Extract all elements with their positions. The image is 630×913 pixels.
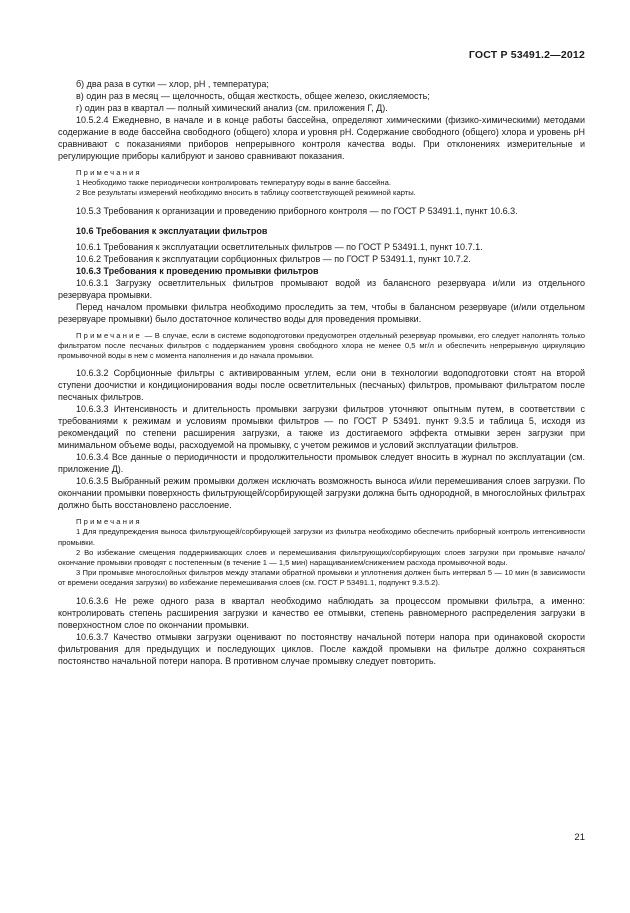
- paragraph-10-6-3-6: 10.6.3.6 Не реже одного раза в квартал необходимо наблюдать за процессом промывки фильтра, а именно: контролировать степень расширения загрузки и качество ее отмывки, степень равномерного распределения загрузки в поверхностном слое по окончании промывки.: [58, 595, 585, 630]
- note-heading: Примечание: [76, 330, 142, 340]
- paragraph-10-6-3-4: 10.6.3.4 Все данные о периодичности и продолжительности промывок следует вносить в журнал по эксплуатации (см. приложение Д).: [58, 452, 585, 475]
- document-header: ГОСТ Р 53491.2—2012: [468, 49, 585, 61]
- paragraph-b: б) два раза в сутки — хлор, рН , температура;: [76, 79, 269, 89]
- note-heading: Примечания: [76, 517, 142, 527]
- paragraph-10-5-3: 10.5.3 Требования к организации и проведению приборного контроля — по ГОСТ Р 53491.1, пункт 10.6.3.: [76, 205, 518, 216]
- note-item: 3 При промывке многослойных фильтров между этапами обратной промывки и уплотнения должен быть интервал 5 — 10 мин (в зависимости от времени оседания загрузки) во избежание перемешивания слоев (см. ГОСТ Р 53491.1, подпункт 9.3.5.2).: [58, 568, 585, 588]
- note-item: 1 Необходимо также периодически контролировать температуру воды в ванне бассейна.: [76, 178, 391, 188]
- paragraph-10-6-3-3: 10.6.3.3 Интенсивность и длительность промывки загрузки фильтров уточняют опытным путем, в соответствии с требованиями к режимам и условиям промывки фильтров — по ГОСТ Р 53491. пункт 9.3.5 и таблица 5, исходя из рекомендаций по степени расширения загрузки, а также из достигаемого эффекта отмывки зерен загрузки при минимальном объеме воды, расходуемой на промывку, с учетом режимов и условий эксплуатации фильтров.: [58, 404, 585, 451]
- section-heading-10-6: 10.6 Требования к эксплуатации фильтров: [76, 225, 268, 236]
- note-heading: Примечания: [76, 168, 142, 177]
- page-number: 21: [574, 832, 585, 843]
- paragraph-before-washing: Перед началом промывки фильтра необходимо проследить за тем, чтобы в балансном резервуаре (и/или отдельном резервуаре промывки) было достаточное количество воды для проведения промывки.: [58, 301, 585, 324]
- paragraph-10-6-3-1: 10.6.3.1 Загрузку осветлительных фильтров промывают водой из балансного резервуара и/или из отдельного резервуара промывки.: [58, 277, 585, 300]
- paragraph-10-6-3-7: 10.6.3.7 Качество отмывки загрузки оценивают по постоянству начальной потери напора при одинаковой скорости фильтрования для предыдущих и последующих циклов. После каждой промывки на фильтре должно сохраняться постоянство начальной потери напора. В противном случае промывку следует повторить.: [58, 631, 585, 666]
- note-item: 1 Для предупреждения выноса фильтрующей/сорбирующей загрузки из фильтра необходимо обеспечить приборный контроль интенсивности промывки.: [58, 527, 585, 547]
- document-body: [58, 78, 585, 667]
- paragraph-10-5-2-4: 10.5.2.4 Ежедневно, в начале и в конце работы бассейна, определяют химическими (физико-химическими) методами содержание в воде бассейна свободного (общего) хлора и уровня рН. Содержание свободного (общего) хлора и уровень рН сравнивают с показаниями приборов непрерывного контроля качества воды. При отклонениях измерительные и регулирующие приборы калибруют и заново сравнивают показания.: [58, 115, 585, 161]
- note-item: 2 Все результаты измерений необходимо вносить в таблицу соответствующей режимной карты.: [76, 188, 416, 198]
- section-heading-10-6-3: 10.6.3 Требования к проведению промывки фильтров: [76, 265, 319, 276]
- paragraph-v: в) один раз в месяц — щелочность, общая жесткость, общее железо, окисляемость;: [76, 91, 430, 101]
- paragraph-10-6-3-5: 10.6.3.5 Выбранный режим промывки должен исключать возможность выноса и/или перемешивания слоев загрузки. По окончании промывки поверхность фильтрующей/сорбирующей загрузки должна быть однородной, в многослойных фильтрах должно быть восстановлено расслоение.: [58, 476, 585, 511]
- note-item: 2 Во избежание смещения поддерживающих слоев и перемешивания фильтрующих/сорбирующих слоев загрузки при промывке начало/окончание промывки проводят с постепенным (в течение 1 — 1,5 мин) наращиванием/снижением расхода промывочной воды.: [58, 547, 585, 568]
- paragraph-10-6-1: 10.6.1 Требования к эксплуатации осветлительных фильтров — по ГОСТ Р 53491.1, пункт 10.7.1.: [76, 241, 483, 252]
- note-block-1: [58, 168, 585, 199]
- note-text: — В случае, если в системе водоподготовки предусмотрен отдельный резервуар промывки, его следует наполнять только фильтратом после песчаных фильтров с поддержанием уровня свободного хлора не менее 0,5 мг/л и обеспечить непрерывную циркуляцию промывочной воды в нем с момента наполнения и до начала промывки.: [58, 330, 585, 361]
- note-block-2: [58, 331, 585, 362]
- note-block-3: [58, 517, 585, 588]
- paragraph-10-6-2: 10.6.2 Требования к эксплуатации сорбционных фильтров — по ГОСТ Р 53491.1, пункт 10.7.2.: [76, 253, 471, 264]
- paragraph-g: г) один раз в квартал — полный химический анализ (см. приложения Г, Д).: [76, 103, 388, 113]
- paragraph-10-6-3-2: 10.6.3.2 Сорбционные фильтры с активированным углем, если они в технологии водоподготовки стоят на второй ступени доочистки и кондиционирования воды после осветлительных (песчаных) фильтров, промывают фильтратом после песчаных фильтров.: [58, 368, 585, 403]
